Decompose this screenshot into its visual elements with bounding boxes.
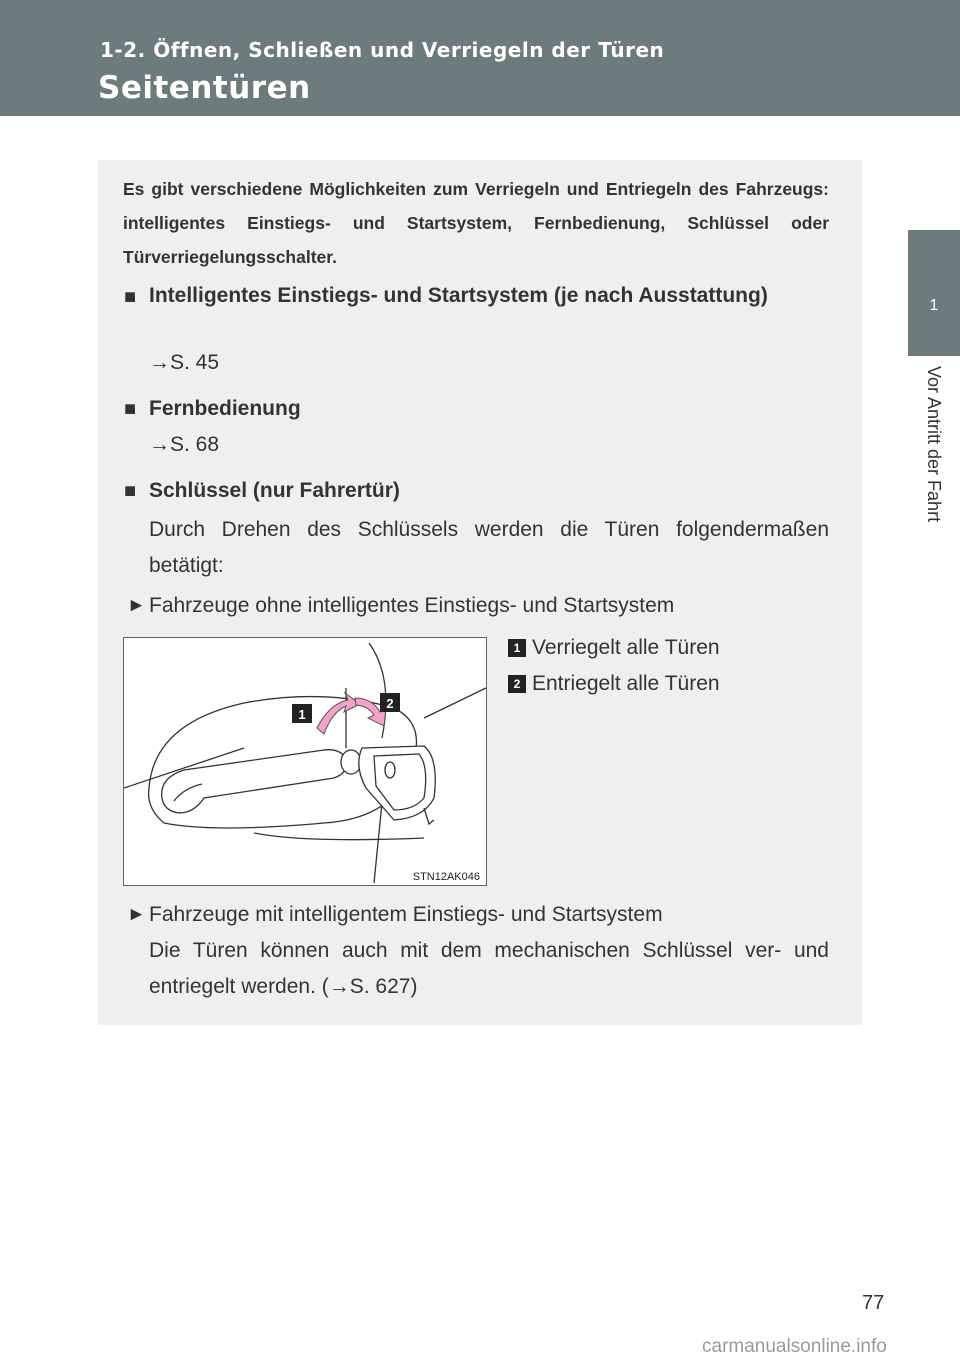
key-cylinder-icon [341, 750, 361, 774]
mechanical-key-text: Die Türen können auch mit dem mechanischen Schlüssel ver- und entriegelt werden. (→S. 627) [149, 939, 829, 998]
legend-item-lock [508, 633, 720, 663]
legend-item-unlock [508, 669, 720, 699]
legend-label: Entriegelt alle Türen [532, 672, 720, 695]
page-header [0, 0, 960, 116]
section-heading-key: Schlüssel (nur Fahrertür) [149, 479, 400, 502]
section-heading-remote: Fernbedienung [149, 397, 301, 420]
triangle-marker-icon: ► [127, 904, 146, 925]
callout-number-badge: 1 [508, 639, 526, 657]
chapter-number: 1 [929, 297, 939, 314]
door-line [424, 688, 486, 718]
door-line [374, 803, 382, 883]
callout-1-label: 1 [298, 707, 306, 722]
key-tip [424, 808, 434, 824]
page-title: Seitentüren [98, 70, 311, 106]
variant-label-without-smart: Fahrzeuge ohne intelligentes Einstiegs- und Startsystem [149, 594, 675, 617]
legend-label: Verriegelt alle Türen [532, 636, 720, 659]
square-bullet-icon: ■ [124, 398, 137, 420]
chapter-title: Vor Antritt der Fahrt [924, 366, 944, 523]
callout-2-label: 2 [386, 696, 394, 711]
watermark: carmanualsonline.info [702, 1336, 887, 1357]
triangle-marker-icon: ► [127, 595, 146, 616]
callout-number-badge: 2 [508, 675, 526, 693]
figure-code: STN12AK046 [412, 871, 480, 883]
intro-text: Es gibt verschiedene Möglichkeiten zum Verriegeln und Entriegeln des Fahrzeugs: intelligentes Einstiegs- und Startsystem, Fernbedienung, Schlüssel oder Türverriegelungsschalter. [123, 179, 829, 267]
section-label: 1-2. Öffnen, Schließen und Verriegeln der Türen [100, 38, 665, 62]
door-handle-key-figure [123, 637, 487, 886]
door-handle-key-illustration [124, 638, 486, 885]
door-line [254, 833, 424, 840]
section-heading-smart-entry: Intelligentes Einstiegs- und Startsystem (je nach Ausstattung) [149, 284, 768, 307]
page-number: 77 [862, 1292, 885, 1314]
rotate-left-arrow-icon [317, 693, 360, 734]
key-operation-text: Durch Drehen des Schlüssels werden die Türen folgendermaßen betätigt: [149, 518, 829, 577]
page-reference-link[interactable]: →S. 68 [149, 433, 220, 456]
door-handle-icon [162, 750, 347, 813]
square-bullet-icon: ■ [124, 480, 137, 502]
square-bullet-icon: ■ [124, 286, 137, 308]
page-reference-link[interactable]: →S. 45 [149, 351, 220, 374]
variant-label-with-smart: Fahrzeuge mit intelligentem Einstiegs- und Startsystem [149, 903, 663, 926]
chapter-tab[interactable] [908, 230, 960, 356]
